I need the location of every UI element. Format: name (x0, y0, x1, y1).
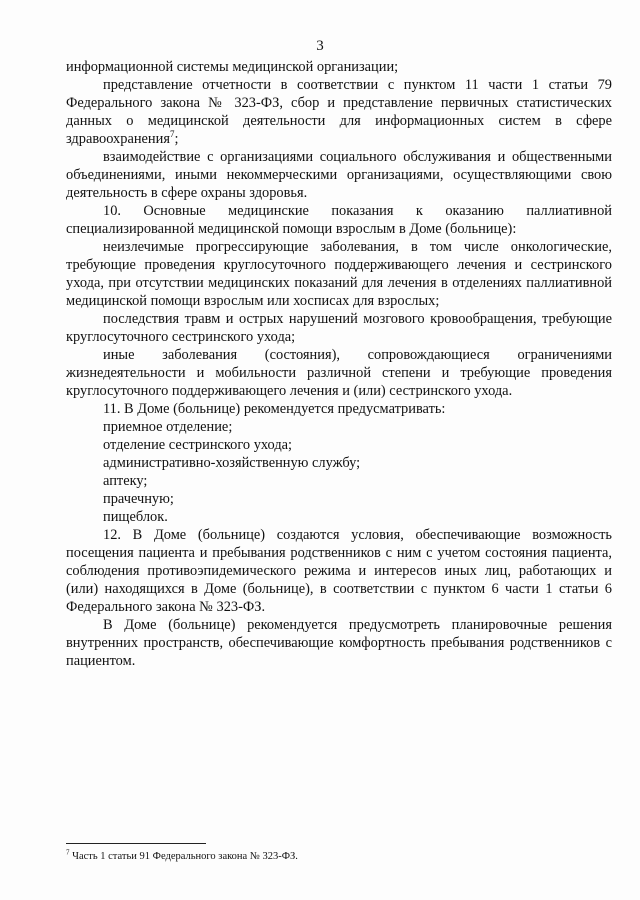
paragraph-text: неизлечимые прогрессирующие заболевания, в том числе онкологические, требующие проведения круглосуточного поддерживающего лечения и сестринского ухода, при отсутствии медицинских показаний для лечения в отделениях паллиативной медицинской помощи взрослым или хосписах для взрослых; (66, 239, 612, 309)
paragraph (66, 58, 612, 76)
list-item (66, 508, 612, 526)
footnote (66, 850, 612, 863)
list-item (66, 490, 612, 508)
footnote-marker: 7 (66, 848, 70, 857)
paragraph (66, 238, 612, 310)
list-item (66, 436, 612, 454)
paragraph-text: отделение сестринского ухода; (103, 437, 293, 453)
paragraph-text: последствия травм и острых нарушений мозгового кровообращения, требующие круглосуточного сестринского ухода; (66, 311, 612, 345)
paragraph-text: приемное отделение; (103, 419, 233, 435)
paragraph-tail: ; (174, 131, 179, 147)
paragraph (66, 616, 612, 670)
paragraph (66, 310, 612, 346)
document-body (66, 58, 612, 670)
paragraph-text: иные заболевания (состояния), сопровождающиеся ограничениями жизнедеятельности и мобильности различной степени и требующие проведения круглосуточного поддерживающего лечения и (или) сестринского ухода. (66, 347, 612, 399)
paragraph-text: взаимодействие с организациями социального обслуживания и общественными объединениями, иными некоммерческими организациями, осуществляющими свою деятельность в сфере охраны здоровья. (66, 149, 612, 201)
footnote-reference: 7 (169, 129, 175, 140)
page-number: 3 (316, 38, 324, 54)
list-item (66, 418, 612, 436)
list-item (66, 454, 612, 472)
paragraph-text: 11. В Доме (больнице) рекомендуется предусматривать: (103, 401, 446, 417)
paragraph-text: информационной системы медицинской организации; (66, 59, 399, 75)
paragraph-text: 10. Основные медицинские показания к оказанию паллиативной специализированной медицинской помощи взрослым в Доме (больнице): (66, 203, 612, 237)
paragraph-text: административно-хозяйственную службу; (103, 455, 361, 471)
paragraph-text: пищеблок. (103, 509, 168, 525)
paragraph-text: 12. В Доме (больнице) создаются условия, обеспечивающие возможность посещения пациента и пребывания родственников с ним с учетом состояния пациента, соблюдения противоэпидемического режима и интересов иных лиц, работающих и (или) находящихся в Доме (больнице), в соответствии с пунктом 6 части 1 статьи 6 Федерального закона № 323-ФЗ. (66, 527, 612, 615)
list-item (66, 472, 612, 490)
paragraph (66, 400, 612, 418)
footnote-text: Часть 1 статьи 91 Федерального закона № 323-ФЗ. (69, 851, 298, 862)
paragraph (66, 202, 612, 238)
footnote-divider (66, 843, 206, 844)
paragraph-text: представление отчетности в соответствии с пунктом 11 части 1 статьи 79 Федерального закона № 323-ФЗ, сбор и представление первичных статистических данных о медицинской деятельности для информационных систем в сфере здравоохранения (66, 77, 612, 147)
paragraph-text: аптеку; (103, 473, 148, 489)
paragraph (66, 148, 612, 202)
paragraph (66, 76, 612, 148)
paragraph-text: прачечную; (103, 491, 174, 507)
paragraph-text: В Доме (больнице) рекомендуется предусмотреть планировочные решения внутренних пространств, обеспечивающие комфортность пребывания родственников с пациентом. (66, 617, 612, 669)
paragraph (66, 526, 612, 616)
paragraph (66, 346, 612, 400)
